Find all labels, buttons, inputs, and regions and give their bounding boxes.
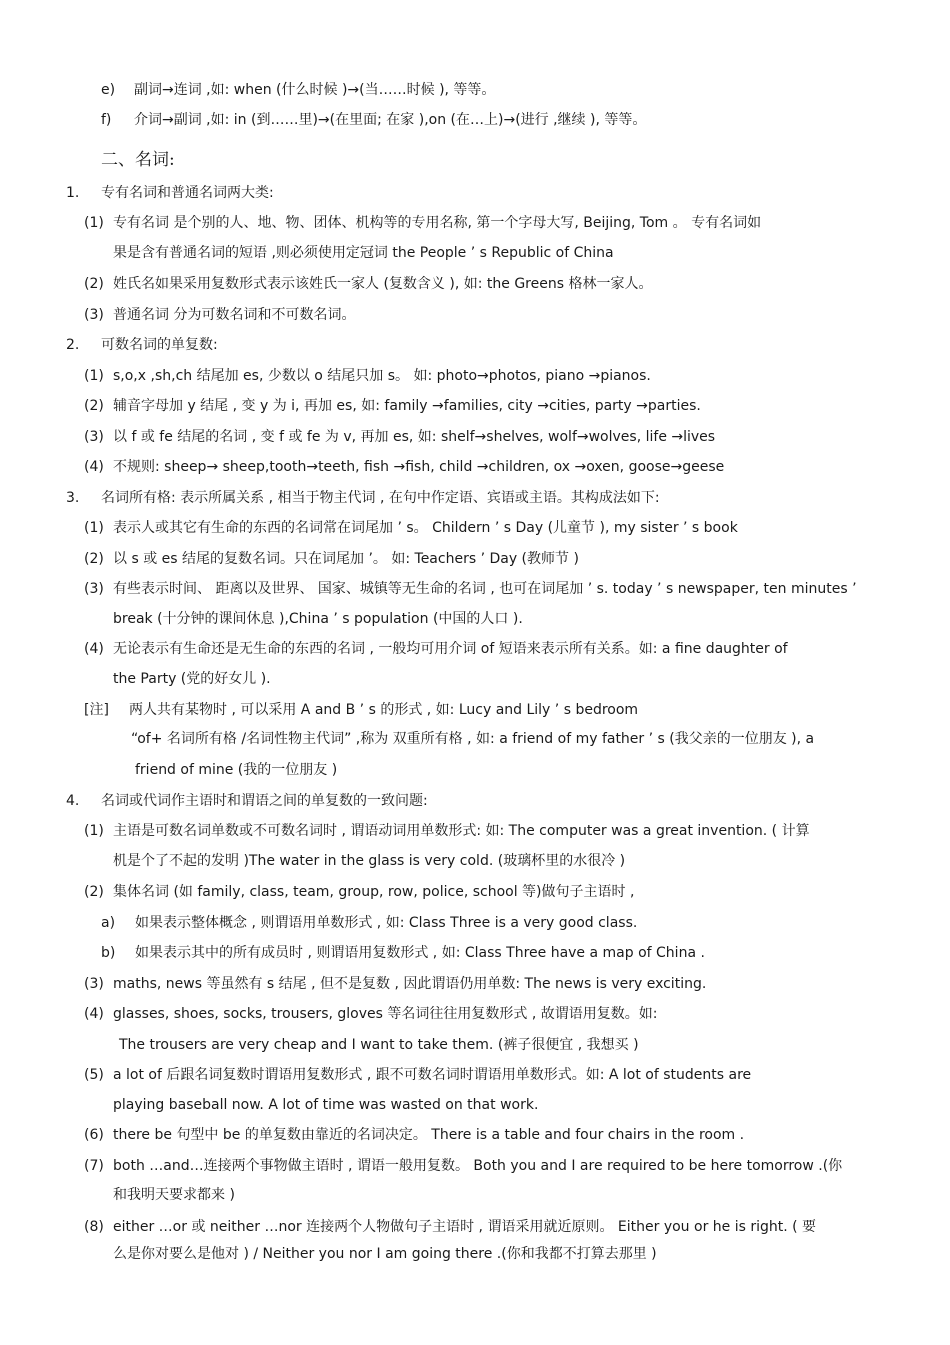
text-line: 副词→连词 ,如: when (什么时候 )→(当……时候 ), 等等。 bbox=[134, 82, 496, 98]
text-line: maths, news 等虽然有 s 结尾 , 但不是复数 , 因此谓语仍用单数: The news is very exciting. bbox=[113, 976, 707, 992]
item-marker: b) bbox=[101, 945, 116, 961]
item-marker: (4) bbox=[84, 459, 104, 475]
item-marker: (2) bbox=[84, 551, 104, 567]
item-marker: e) bbox=[101, 82, 116, 98]
text-line: The trousers are very cheap and I want to take them. (裤子很便宜 , 我想买 ) bbox=[119, 1037, 639, 1053]
item-marker: (1) bbox=[84, 215, 104, 231]
text-line: both …and…连接两个事物做主语时 , 谓语一般用复数。 Both you and I are required to be here tomorrow .(你 bbox=[113, 1158, 843, 1174]
text-line: 可数名词的单复数: bbox=[101, 337, 218, 353]
text-line: 不规则: sheep→ sheep,tooth→teeth, fish →fish, child →children, ox →oxen, goose→geese bbox=[113, 459, 725, 475]
text-line: 机是个了不起的发明 )The water in the glass is very cold. (玻璃杯里的水很冷 ) bbox=[113, 853, 626, 869]
text-line: 和我明天要求都来 ) bbox=[113, 1187, 235, 1203]
text-line: glasses, shoes, socks, trousers, gloves 等名词往往用复数形式 , 故谓语用复数。如: bbox=[113, 1006, 658, 1022]
text-line: 名词所有格: 表示所属关系 , 相当于物主代词 , 在句中作定语、宾语或主语。其构成法如下: bbox=[101, 490, 660, 506]
text-line: 以 f 或 fe 结尾的名词 , 变 f 或 fe 为 v, 再加 es, 如: shelf→shelves, wolf→wolves, life →lives bbox=[113, 429, 716, 445]
item-marker: (1) bbox=[84, 823, 104, 839]
text-line: 果是含有普通名词的短语 ,则必须使用定冠词 the People ’ s Republic of China bbox=[113, 245, 614, 261]
text-line: 以 s 或 es 结尾的复数名词。只在词尾加 ’。 如: Teachers ’ Day (教师节 ) bbox=[113, 551, 579, 567]
text-line: “of+ 名词所有格 /名词性物主代词” ,称为 双重所有格 , 如: a friend of my father ’ s (我父亲的一位朋友 ), a bbox=[131, 731, 815, 747]
item-marker: (2) bbox=[84, 398, 104, 414]
item-marker: (3) bbox=[84, 307, 104, 323]
item-number: 4. bbox=[66, 793, 80, 809]
text-line: 集体名词 (如 family, class, team, group, row, police, school 等)做句子主语时 , bbox=[113, 884, 635, 900]
item-marker: f) bbox=[101, 112, 112, 128]
text-line: 主语是可数名词单数或不可数名词时 , 谓语动词用单数形式: 如: The computer was a great invention. ( 计算 bbox=[113, 823, 810, 839]
text-line: 姓氏名如果采用复数形式表示该姓氏一家人 (复数含义 ), 如: the Greens 格林一家人。 bbox=[113, 276, 653, 292]
text-line: 么是你对要么是他对 ) / Neither you nor I am going there .(你和我都不打算去那里 ) bbox=[113, 1246, 657, 1262]
text-line: 名词或代词作主语时和谓语之间的单复数的一致问题: bbox=[101, 793, 428, 809]
text-line: 有些表示时间、 距离以及世界、 国家、城镇等无生命的名词 , 也可在词尾加 ’ s. today ’ s newspaper, ten minutes ’ bbox=[113, 581, 857, 597]
item-number: 2. bbox=[66, 337, 80, 353]
item-marker: (4) bbox=[84, 641, 104, 657]
text-line: 普通名词 分为可数名词和不可数名词。 bbox=[113, 307, 356, 323]
section-heading: 二、名词: bbox=[101, 150, 175, 170]
item-marker: (2) bbox=[84, 884, 104, 900]
text-line: friend of mine (我的一位朋友 ) bbox=[135, 762, 338, 778]
text-line: a lot of 后跟名词复数时谓语用复数形式 , 跟不可数名词时谓语用单数形式。如: A lot of students are bbox=[113, 1067, 752, 1083]
item-marker: (5) bbox=[84, 1067, 104, 1083]
item-marker: (8) bbox=[84, 1219, 104, 1235]
item-marker: (2) bbox=[84, 276, 104, 292]
text-line: 两人共有某物时 , 可以采用 A and B ’ s 的形式 , 如: Lucy and Lily ’ s bedroom bbox=[129, 702, 639, 718]
text-line: 如果表示整体概念 , 则谓语用单数形式 , 如: Class Three is a very good class. bbox=[135, 915, 638, 931]
text-line: playing baseball now. A lot of time was wasted on that work. bbox=[113, 1097, 539, 1113]
text-line: 专有名词 是个别的人、地、物、团体、机构等的专用名称, 第一个字母大写, Beijing, Tom 。 专有名词如 bbox=[113, 215, 762, 231]
item-marker: (3) bbox=[84, 976, 104, 992]
text-line: 表示人或其它有生命的东西的名词常在词尾加 ’ s。 Childern ’ s Day (儿童节 ), my sister ’ s book bbox=[113, 520, 738, 536]
text-line: 如果表示其中的所有成员时 , 则谓语用复数形式 , 如: Class Three have a map of China . bbox=[135, 945, 705, 961]
text-line: break (十分钟的课间休息 ),China ’ s population (中国的人口 ). bbox=[113, 611, 523, 627]
item-marker: (7) bbox=[84, 1158, 104, 1174]
item-marker: (1) bbox=[84, 520, 104, 536]
text-line: 无论表示有生命还是无生命的东西的名词 , 一般均可用介词 of 短语来表示所有关系。如: a fine daughter of bbox=[113, 641, 788, 657]
text-line: there be 句型中 be 的单复数由靠近的名词决定。 There is a table and four chairs in the room . bbox=[113, 1127, 745, 1143]
item-marker: (3) bbox=[84, 581, 104, 597]
item-number: 1. bbox=[66, 185, 80, 201]
item-marker: (6) bbox=[84, 1127, 104, 1143]
text-line: 介词→副词 ,如: in (到……里)→(在里面; 在家 ),on (在…上)→(进行 ,继续 ), 等等。 bbox=[134, 112, 647, 128]
item-marker: (1) bbox=[84, 368, 104, 384]
item-number: 3. bbox=[66, 490, 80, 506]
text-line: the Party (党的好女儿 ). bbox=[113, 671, 271, 687]
item-marker: (3) bbox=[84, 429, 104, 445]
text-line: 专有名词和普通名词两大类: bbox=[101, 185, 274, 201]
text-line: s,o,x ,sh,ch 结尾加 es, 少数以 o 结尾只加 s。 如: photo→photos, piano →pianos. bbox=[113, 368, 651, 384]
text-line: either …or 或 neither …nor 连接两个人物做句子主语时 , 谓语采用就近原则。 Either you or he is right. ( 要 bbox=[113, 1219, 817, 1235]
text-line: 辅音字母加 y 结尾 , 变 y 为 i, 再加 es, 如: family →families, city →cities, party →parties. bbox=[113, 398, 701, 414]
item-marker: a) bbox=[101, 915, 116, 931]
item-marker: (4) bbox=[84, 1006, 104, 1022]
note-marker: [注] bbox=[84, 702, 109, 718]
